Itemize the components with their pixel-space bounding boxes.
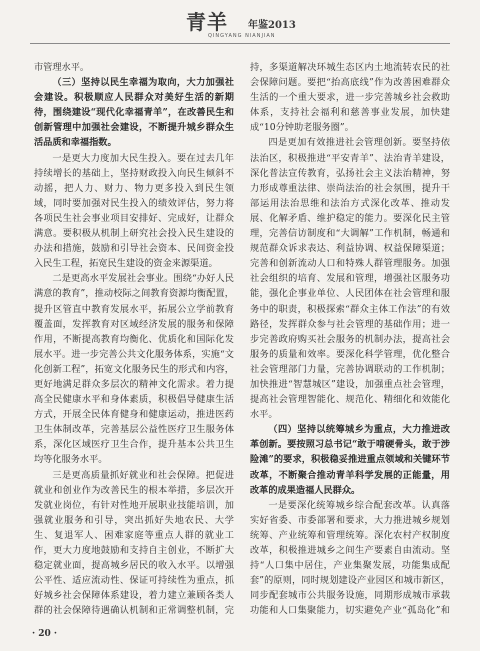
page-header bbox=[0, 0, 480, 52]
text-column-right bbox=[250, 60, 450, 620]
header-divider bbox=[30, 43, 450, 44]
logo-title: 青羊 bbox=[186, 10, 228, 34]
paragraph: 二是更高水平发展社会事业。围绕“办好人民满意的教育”，推动校际之间教育资源均衡配置，提升区管直中教育发展水平，拓展公立学前教育覆盖面，发挥教育对区域经济发展的服务和保障作用，不断提高教育均衡化、优质化和国际化发展水平。进一步完善公共文化服务体系，实施“文化创新工程”，拓宽文化服务民生的形式和内容，更好地满足群众多层次的精神文化需求。着力提高全民健康水平和身体素质，积极倡导健康生活方式，开展全民体育健身和健康运动，推进医药卫生体制改革，完善基层公益性医疗卫生服务体系，深化区域医疗卫生合作，提升基本公共卫生均等化服务水平。 bbox=[34, 273, 234, 466]
yearbook-logo bbox=[186, 6, 298, 46]
paragraph: 一是更大力度加大民生投入。要在过去几年持续增长的基础上，坚持财政投入向民生倾斜不动摇，把人力、财力、物力更多投入到民生领域，同时要加强对民生投入的绩效评估，努力将各项民生社会事业项目安排好、完成好，让群众满意。要积极从机制上研究社会投入民生建设的办法和措施，鼓励和引导社会资本、民间资金投入民生工程，拓宽民生建设的资金来源渠道。 bbox=[34, 152, 234, 270]
paragraph: 一是要深化统筹城乡综合配套改革。认真落实好省委、市委部署和要求，大力推进城乡规划统筹、产业统筹和管理统筹。深化农村产权制度改革，积极推进城乡之间生产要素自由流动。坚持“人口集中居住，产业集聚发展，功能集成配套”的原则，同时规划建设产业园区和城市新区，同步配套城市公共服务设施，同期形成城市承载功能和人口集聚能力，切实避免产业“孤岛化”和 bbox=[250, 499, 450, 617]
paragraph: 三是更高质量抓好就业和社会保障。把促进就业和创业作为改善民生的根本举措，多层次开发就业岗位，有针对性地开展职业技能培训，加强就业服务和引导，突出抓好失地农民、大学生、复退军人、困难家庭等重点人群的就业工作，更大力度地鼓励和支持自主创业，不断扩大稳定就业面，提高城乡居民的收入水平。以增强公平性、适应流动性、保证可持续性为重点，抓好城乡社会保障体系建设，着力建立兼顾各类人群的社会保障待遇确认机制和正常调整机制，完 bbox=[34, 469, 234, 617]
text-column-left bbox=[34, 60, 234, 620]
paragraph: （四）坚持以统筹城乡为重点，大力推进改革创新。要按照习总书记“敢于啃硬骨头，敢于涉险滩”的要求，积极稳妥推进重点领域和关键环节改革，不断聚合推动青羊科学发展的正能量，用改革的成果造福人民群众。 bbox=[250, 424, 450, 496]
paragraph: （三）坚持以民生幸福为取向，大力加强社会建设。积极顺应人民群众对美好生活的新期待，围绕建设“现代化幸福青羊”，在改善民生和创新管理中加强社会建设，不断提升城乡群众生活品质和幸福指数。 bbox=[34, 77, 234, 149]
paragraph: 四是更加有效推进社会管理创新。要坚持依法治区，积极推进“平安青羊”、法治青羊建设，深化普法宣传教育，弘扬社会主义法治精神，努力形成尊重法律、崇尚法治的社会氛围，提升干部运用法治思维和法治方式深化改革、推动发展、化解矛盾、维护稳定的能力。要深化民主管理，完善信访制度和“大调解”工作机制，畅通和规范群众诉求表达、利益协调、权益保障渠道；完善和创新流动人口和特殊人群管理服务。加强社会组织的培育、发展和管理，增强社区服务功能，强化企事业单位、人民团体在社会管理和服务中的职责，积极探索“群众主体工作法”的有效路径，发挥群众参与社会管理的基础作用；进一步完善政府购买社会服务的机制办法，提高社会服务的质量和效率。要深化科学管理，优化整合社会管理部门力量，完善协调联动的工作机制；加快推进“智慧城区”建设，加强重点社会管理，提高社会管理智能化、规范化、精细化和效能化水平。 bbox=[250, 137, 450, 421]
paragraph: 持，多渠道解决环城生态区内土地流转农民的社会保障问题。要把“抬高底线”作为改善困难群众生活的一个重大要求，进一步完善城乡社会救助体系，支持社会福利和慈善事业发展，加快建成“10分钟助老服务圈”。 bbox=[250, 62, 450, 134]
paragraph: 市管理水平。 bbox=[34, 62, 90, 73]
logo-subtitle: QINGYANG NIANJIAN bbox=[208, 33, 276, 39]
logo-year: 年鉴2013 bbox=[248, 20, 296, 31]
page-number: · 20 · bbox=[32, 629, 58, 639]
